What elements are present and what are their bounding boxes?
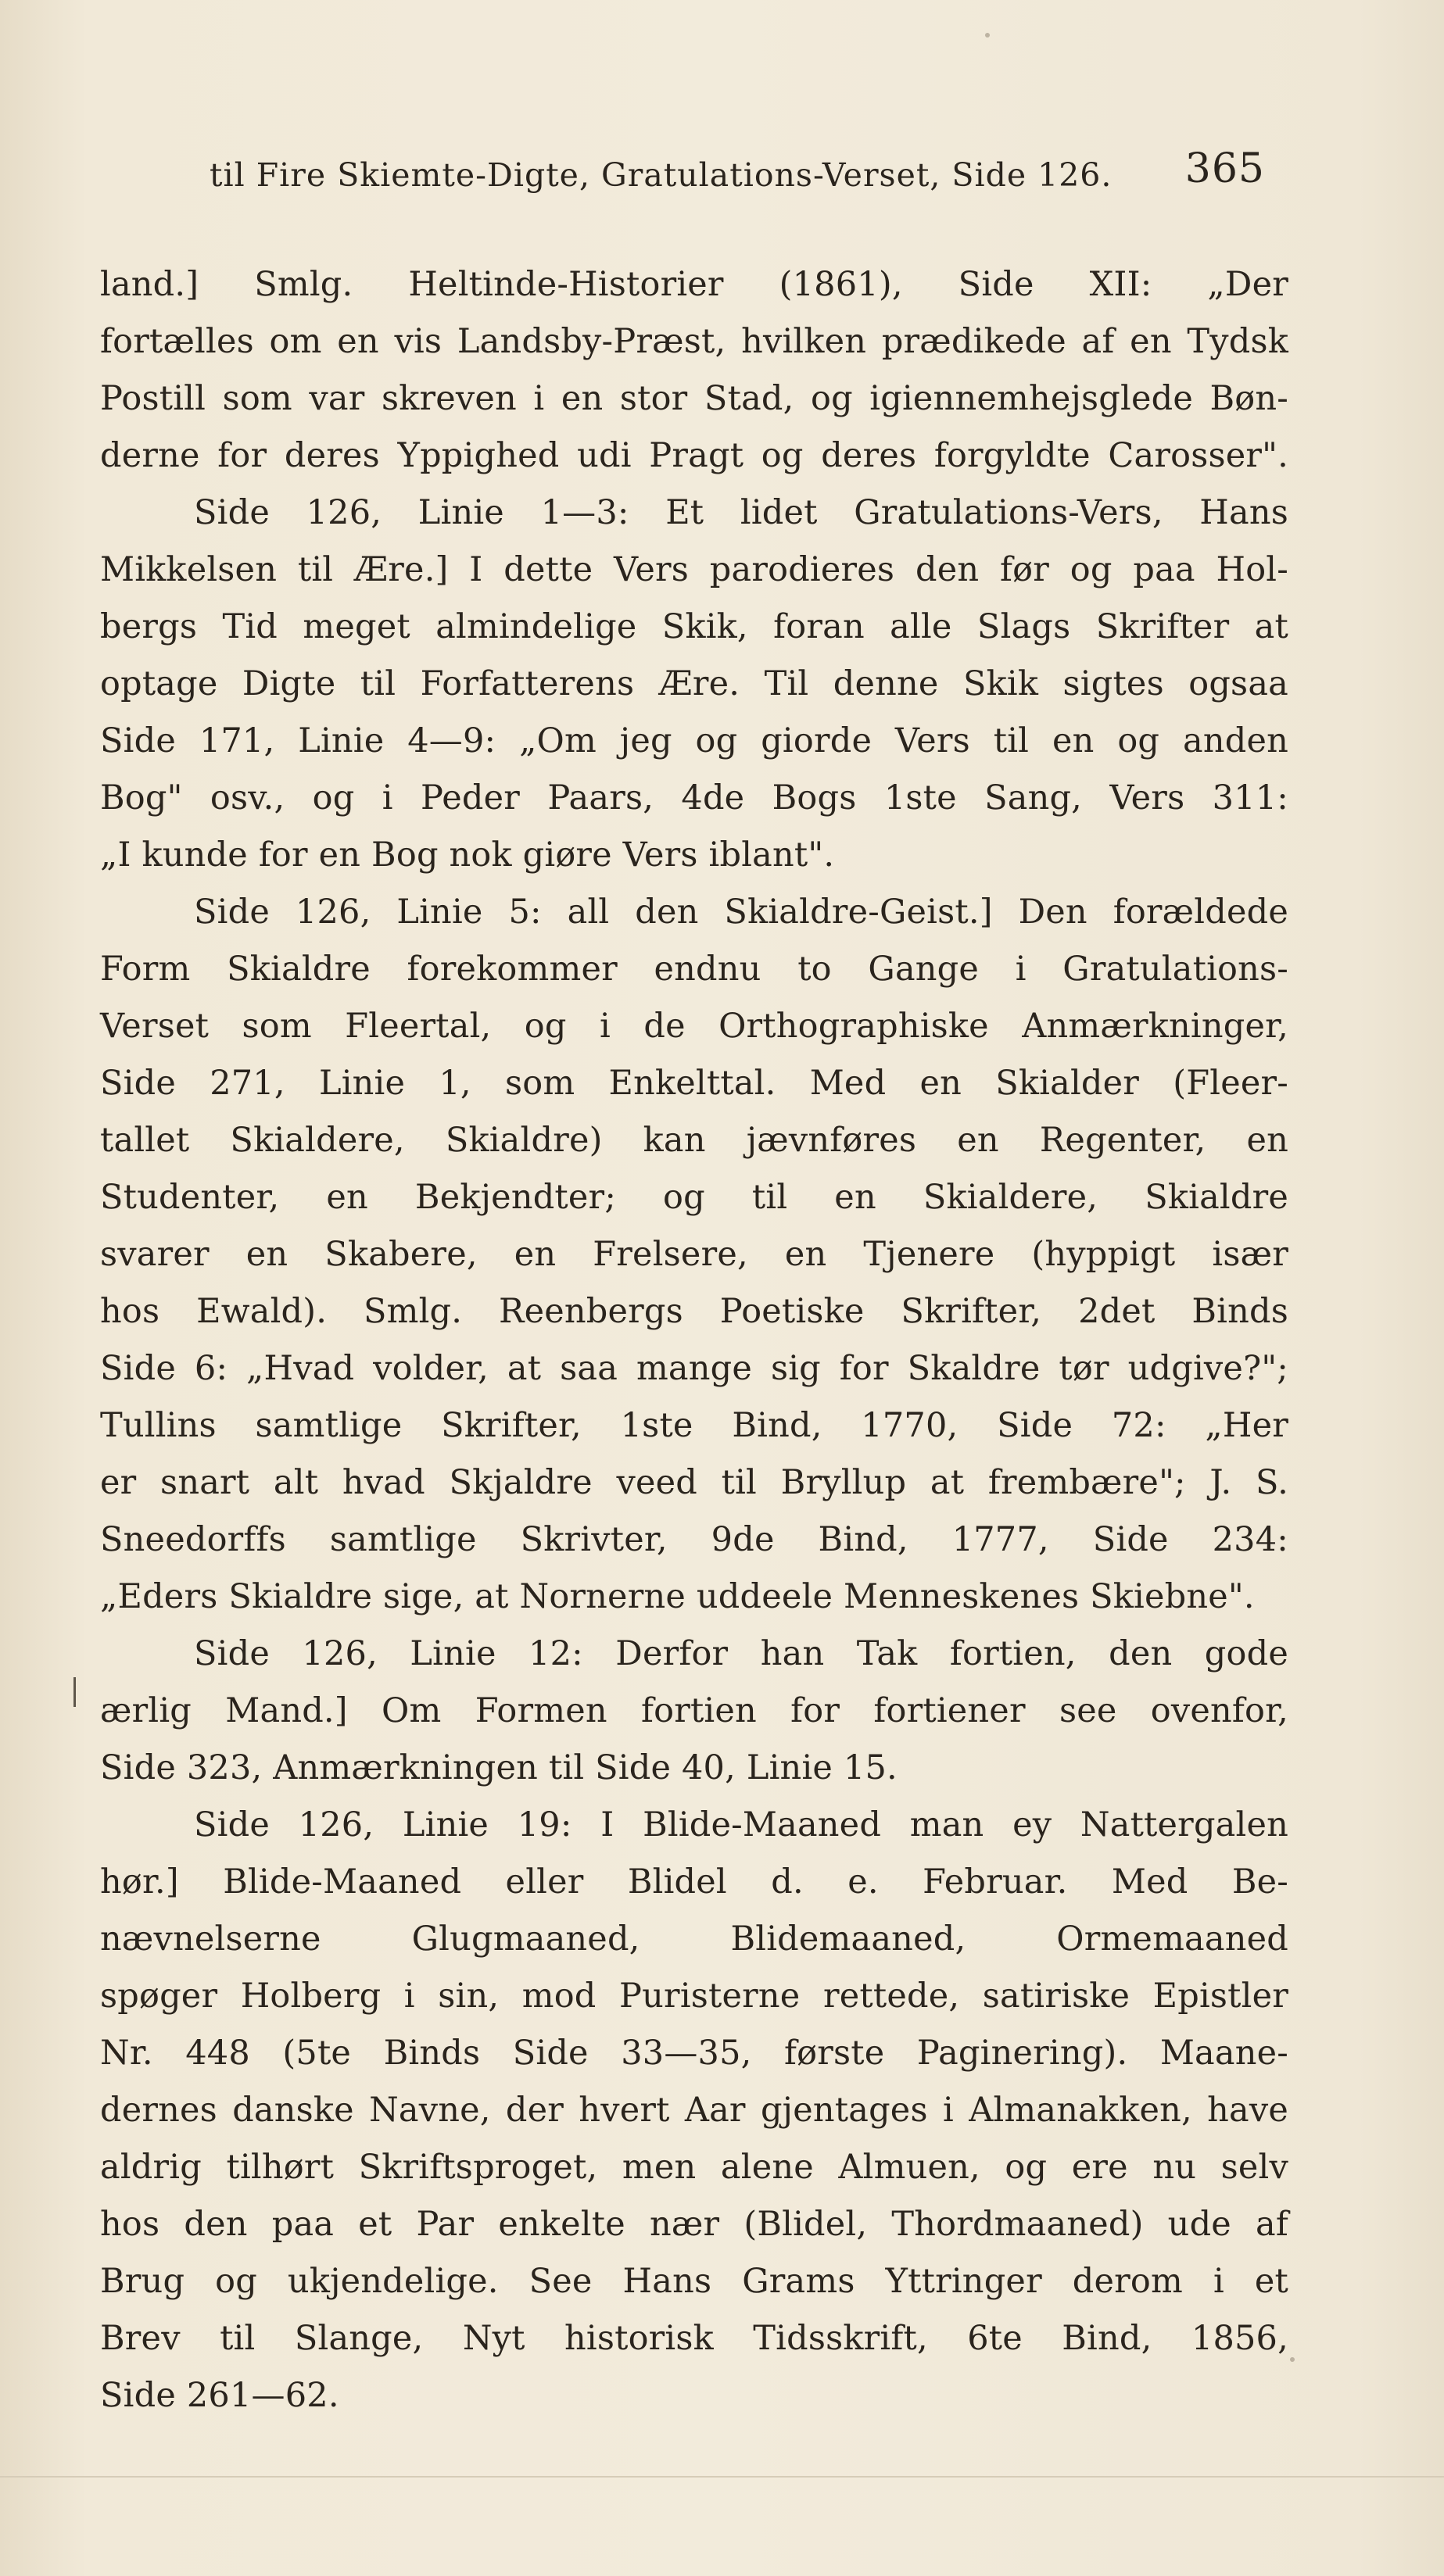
text-line: ærlig Mand.] Om Formen fortien for fortiener see ovenfor, (100, 1691, 1288, 1730)
text-line: Tullins samtlige Skrifter, 1ste Bind, 1770, Side 72: „Her (100, 1406, 1288, 1445)
text-line: Side 271, Linie 1, som Enkelttal. Med en Skialder (Fleer- (100, 1064, 1288, 1103)
text-line: Side 126, Linie 19: I Blide-Maaned man ey Nattergalen (194, 1805, 1288, 1844)
body-text (100, 256, 1288, 2424)
text-line: Postill som var skreven i en stor Stad, og igiennemhejsglede Bøn- (100, 379, 1288, 418)
text-line: Nr. 448 (5te Binds Side 33—35, første Paginering). Maane- (100, 2034, 1288, 2073)
text-line: Side 6: „Hvad volder, at saa mange sig for Skaldre tør udgive?"; (100, 1349, 1288, 1388)
text-line: Side 171, Linie 4—9: „Om jeg og giorde Vers til en og anden (100, 721, 1288, 760)
text-line: Studenter, en Bekjendter; og til en Skialdere, Skialdre (100, 1178, 1288, 1217)
text-line: Side 126, Linie 5: all den Skialdre-Geist.] Den forældede (194, 893, 1288, 932)
margin-mark (73, 1677, 76, 1707)
paper-speck (985, 33, 990, 38)
text-line: er snart alt hvad Skjaldre veed til Bryllup at frembære"; J. S. (100, 1463, 1288, 1502)
text-line: Brev til Slange, Nyt historisk Tidsskrift, 6te Bind, 1856, (100, 2319, 1288, 2358)
text-line: aldrig tilhørt Skriftsproget, men alene Almuen, og ere nu selv (100, 2148, 1288, 2187)
text-line: hos Ewald). Smlg. Reenbergs Poetiske Skrifter, 2det Binds (100, 1292, 1288, 1331)
text-line: fortælles om en vis Landsby-Præst, hvilken prædikede af en Tydsk (100, 322, 1288, 361)
text-line: hos den paa et Par enkelte nær (Blidel, Thordmaaned) ude af (100, 2205, 1288, 2244)
text-line: tallet Skialdere, Skialdre) kan jævnføres en Regenter, en (100, 1121, 1288, 1160)
paper-speck (1290, 2357, 1295, 2362)
text-line: Bog" osv., og i Peder Paars, 4de Bogs 1ste Sang, Vers 311: (100, 778, 1288, 818)
text-line: Brug og ukjendelige. See Hans Grams Yttringer derom i et (100, 2262, 1288, 2301)
text-line: derne for deres Yppighed udi Pragt og deres forgyldte Carosser". (100, 436, 1288, 475)
page-number: 365 (1184, 145, 1265, 192)
text-line: spøger Holberg i sin, mod Puristerne rettede, satiriske Epistler (100, 1977, 1288, 2016)
page-header (210, 145, 1265, 208)
text-line: Side 261—62. (100, 2376, 339, 2415)
text-line: nævnelserne Glugmaaned, Blidemaaned, Ormemaaned (100, 1919, 1288, 1959)
text-line: Side 126, Linie 1—3: Et lidet Gratulations-Vers, Hans (194, 493, 1288, 532)
text-line: Sneedorffs samtlige Skrivter, 9de Bind, 1777, Side 234: (100, 1520, 1288, 1559)
text-line: bergs Tid meget almindelige Skik, foran alle Slags Skrifter at (100, 607, 1288, 646)
text-line: Verset som Fleertal, og i de Orthographiske Anmærkninger, (100, 1007, 1288, 1046)
text-line: hør.] Blide-Maaned eller Blidel d. e. Februar. Med Be- (100, 1862, 1288, 1902)
page-edge-line (0, 2476, 1444, 2478)
text-line: „I kunde for en Bog nok giøre Vers iblant". (100, 835, 835, 875)
text-line: land.] Smlg. Heltinde-Historier (1861), Side XII: „Der (100, 265, 1288, 304)
text-line: Side 323, Anmærkningen til Side 40, Linie 15. (100, 1748, 898, 1787)
running-head: til Fire Skiemte-Digte, Gratulations-Verset, Side 126. (210, 156, 1113, 194)
text-line: optage Digte til Forfatterens Ære. Til denne Skik sigtes ogsaa (100, 664, 1288, 703)
text-line: Form Skialdre forekommer endnu to Gange i Gratulations- (100, 950, 1288, 989)
text-line: „Eders Skialdre sige, at Nornerne uddeele Menneskenes Skiebne". (100, 1577, 1255, 1616)
text-line: Mikkelsen til Ære.] I dette Vers parodieres den før og paa Hol- (100, 550, 1288, 589)
text-line: Side 126, Linie 12: Derfor han Tak fortien, den gode (194, 1634, 1288, 1673)
text-line: dernes danske Navne, der hvert Aar gjentages i Almanakken, have (100, 2091, 1288, 2130)
text-line: svarer en Skabere, en Frelsere, en Tjenere (hyppigt især (100, 1235, 1288, 1274)
